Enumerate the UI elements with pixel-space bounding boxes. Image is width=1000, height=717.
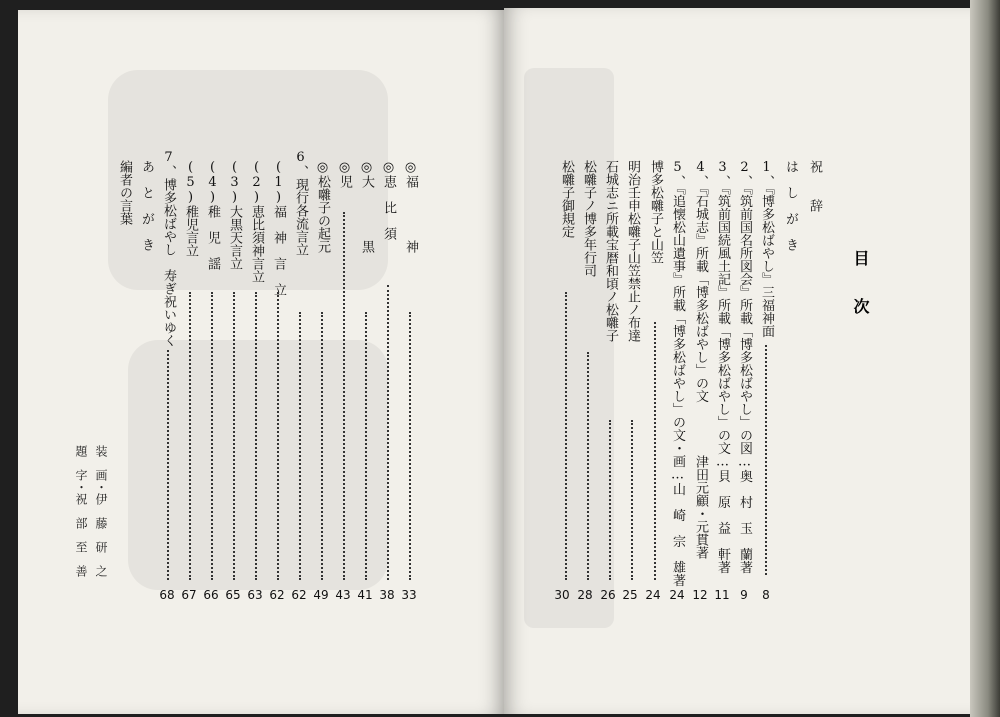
- page-number: 62: [291, 588, 307, 602]
- page-number: 68: [159, 588, 175, 602]
- toc-entry: 明治壬申松囃子山笠禁止ノ布達: [625, 160, 640, 342]
- toc-entry: 1、『博多松ばやし』三福神面: [759, 160, 774, 338]
- toc-author: 津田元顧・元貫著: [693, 455, 708, 559]
- toc-entry: ◎大 黒: [359, 160, 374, 253]
- dot-leader: [609, 420, 611, 580]
- page-number: 49: [313, 588, 329, 602]
- toc-entry: 松囃子御規定: [559, 160, 574, 238]
- toc-entry: 松囃子ノ博多年行司: [581, 160, 596, 277]
- page-number: 28: [577, 588, 593, 602]
- toc-entry: (5)稚児言立: [183, 160, 198, 257]
- page-number: 30: [554, 588, 570, 602]
- toc-entry: (4)稚 児 謡: [205, 160, 220, 270]
- credit-calligraphy: 題 字・祝 部 至 善: [74, 445, 88, 577]
- toc-entry: 7、博多松ばやし 寿ぎ祝いゆく: [161, 150, 176, 347]
- page-number: 43: [335, 588, 351, 602]
- left-page: [18, 10, 504, 714]
- toc-entry: (2)恵比須神言立: [249, 160, 264, 283]
- dot-leader: [587, 352, 589, 580]
- page-number: 38: [379, 588, 395, 602]
- toc-entry: 石城志ニ所載宝暦和頃ノ松囃子: [603, 160, 618, 342]
- page-number: 24: [645, 588, 661, 602]
- page-number: 63: [247, 588, 263, 602]
- dot-leader: [387, 285, 389, 580]
- toc-entry: 6、現行各流言立: [293, 150, 308, 256]
- page-number: 26: [600, 588, 616, 602]
- page-number: 9: [740, 588, 748, 602]
- page-number: 11: [714, 588, 730, 602]
- dot-leader: [631, 420, 633, 580]
- toc-entry: ◎恵 比 須: [381, 160, 396, 240]
- page-number: 62: [269, 588, 285, 602]
- page-number: 66: [203, 588, 219, 602]
- dot-leader: [765, 345, 767, 575]
- page-number: 24: [669, 588, 685, 602]
- page-number: 33: [401, 588, 417, 602]
- dot-leader: [189, 292, 191, 580]
- page-number: 65: [225, 588, 241, 602]
- toc-entry: 5、『追懐松山遺事』所載「博多松ばやし」の文・画…山 崎 宗 雄著: [670, 160, 685, 587]
- dot-leader: [409, 312, 411, 580]
- dot-leader: [167, 350, 169, 580]
- dot-leader: [299, 312, 301, 580]
- page-number: 8: [762, 588, 770, 602]
- dot-leader: [211, 292, 213, 580]
- toc-entry: あ と が き: [139, 160, 154, 251]
- dot-leader: [321, 312, 323, 580]
- toc-entry: ◎児: [337, 160, 352, 188]
- dot-leader: [343, 212, 345, 580]
- toc-entry: 2、『筑前国名所図会』所載「博多松ばやし」の図…奥 村 玉 蘭著: [737, 160, 752, 574]
- credit-illustration: 装 画・伊 藤 研 之: [94, 445, 108, 577]
- toc-entry: 4、『石城志』所載「博多松ばやし」の文: [693, 160, 708, 403]
- page-edge: [970, 0, 1000, 717]
- toc-entry: 編者の言葉: [117, 160, 132, 225]
- dot-leader: [233, 292, 235, 580]
- toc-entry: 3、『筑前国続風土記』所載「博多松ばやし」の文…貝 原 益 軒著: [715, 160, 730, 574]
- toc-entry: ◎松囃子の起元: [315, 160, 330, 253]
- toc-entry: 博多松囃子と山笠: [648, 160, 663, 264]
- dot-leader: [277, 292, 279, 580]
- page-number: 67: [181, 588, 197, 602]
- toc-entry: ◎福 神: [403, 160, 418, 253]
- dot-leader: [255, 292, 257, 580]
- toc-entry: 祝 辞: [807, 160, 822, 212]
- dot-leader: [565, 292, 567, 580]
- page-number: 41: [357, 588, 373, 602]
- toc-entry: は し が き: [783, 160, 798, 251]
- dot-leader: [365, 312, 367, 580]
- toc-title: 目 次: [851, 250, 870, 314]
- page-number: 25: [622, 588, 638, 602]
- toc-entry: (1)福 神 言 立: [271, 160, 286, 296]
- page-number: 12: [692, 588, 708, 602]
- toc-entry: (3)大黒天言立: [227, 160, 242, 270]
- dot-leader: [654, 322, 656, 580]
